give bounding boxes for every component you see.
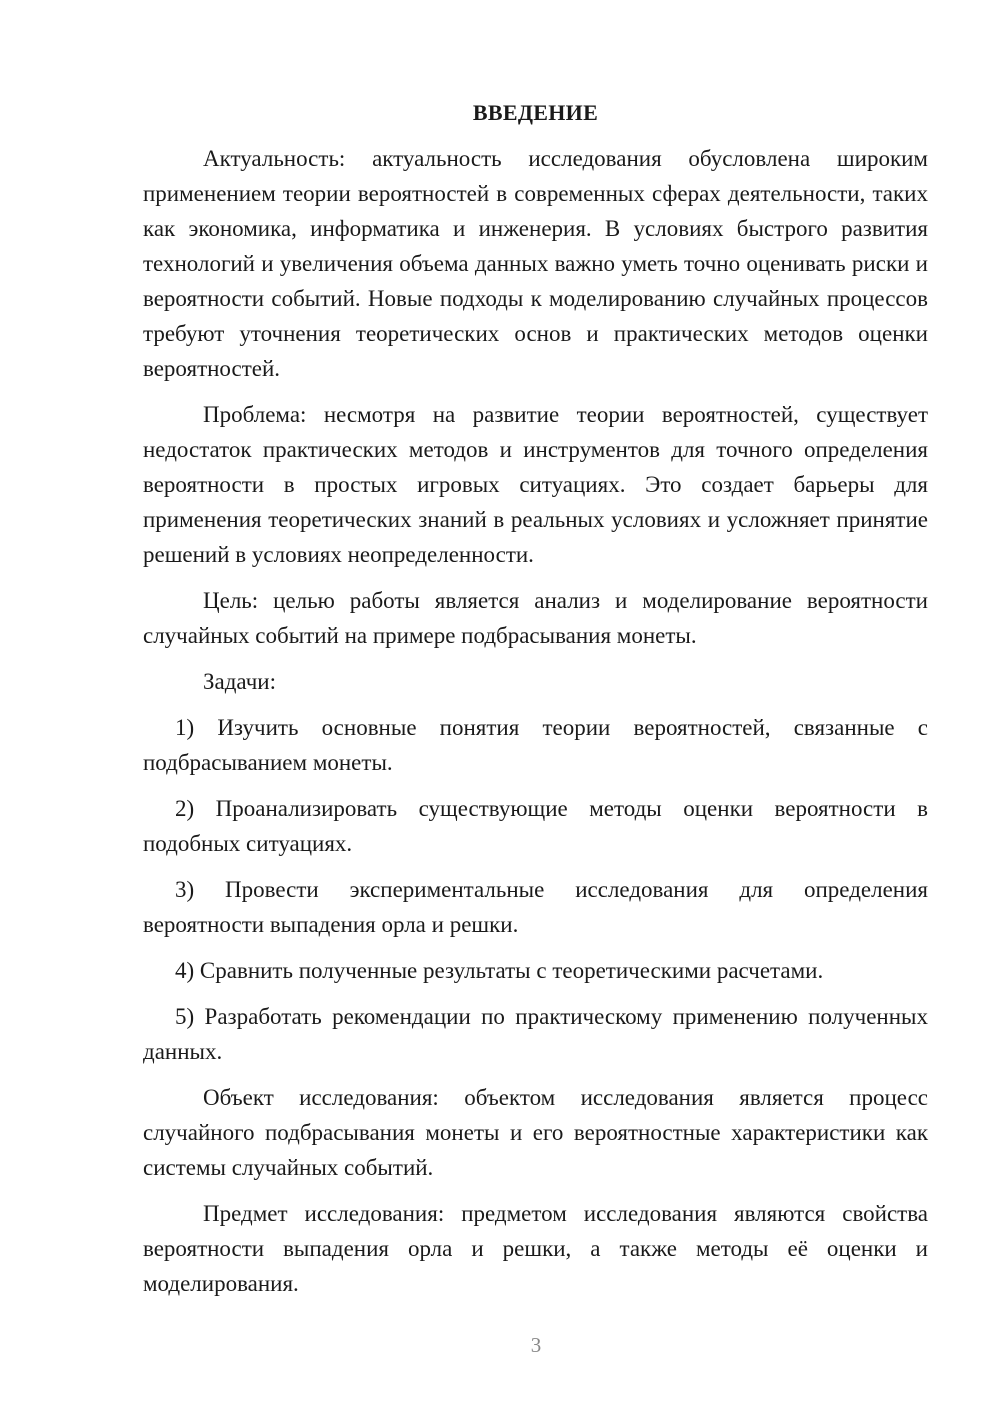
page-body bbox=[143, 95, 928, 1312]
paragraph-subject: Предмет исследования: предметом исследования являются свойства вероятности выпадения орла и решки, а также методы её оценки и моделирования. bbox=[143, 1201, 928, 1296]
page-title: ВВЕДЕНИЕ bbox=[472, 100, 599, 125]
task-item-3: 3) Провести экспериментальные исследования для определения вероятности выпадения орла и решки. bbox=[143, 877, 928, 937]
paragraph-relevance: Актуальность: актуальность исследования обусловлена широким применением теории вероятностей в современных сферах деятельности, таких как экономика, информатика и инженерия. В условиях быстрого развития технологий и увеличения объема данных важно уметь точно оценивать риски и вероятности событий. Новые подходы к моделированию случайных процессов требуют уточнения теоретических основ и практических методов оценки вероятностей. bbox=[143, 146, 928, 381]
paragraph-goal: Цель: целью работы является анализ и моделирование вероятности случайных событий на примере подбрасывания монеты. bbox=[143, 588, 928, 648]
paragraph-object: Объект исследования: объектом исследования является процесс случайного подбрасывания монеты и его вероятностные характеристики как системы случайных событий. bbox=[143, 1085, 928, 1180]
task-item-5: 5) Разработать рекомендации по практическому применению полученных данных. bbox=[143, 1004, 928, 1064]
task-item-2: 2) Проанализировать существующие методы оценки вероятности в подобных ситуациях. bbox=[143, 796, 928, 856]
paragraph-tasks-heading: Задачи: bbox=[203, 669, 276, 694]
task-item-1: 1) Изучить основные понятия теории вероятностей, связанные с подбрасыванием монеты. bbox=[143, 715, 928, 775]
page-number: 3 bbox=[530, 1333, 542, 1357]
task-item-4: 4) Сравнить полученные результаты с теоретическими расчетами. bbox=[175, 958, 824, 983]
paragraph-problem: Проблема: несмотря на развитие теории вероятностей, существует недостаток практических методов и инструментов для точного определения вероятности в простых игровых ситуациях. Это создает барьеры для применения теоретических знаний в реальных условиях и усложняет принятие решений в условиях неопределенности. bbox=[143, 402, 928, 567]
